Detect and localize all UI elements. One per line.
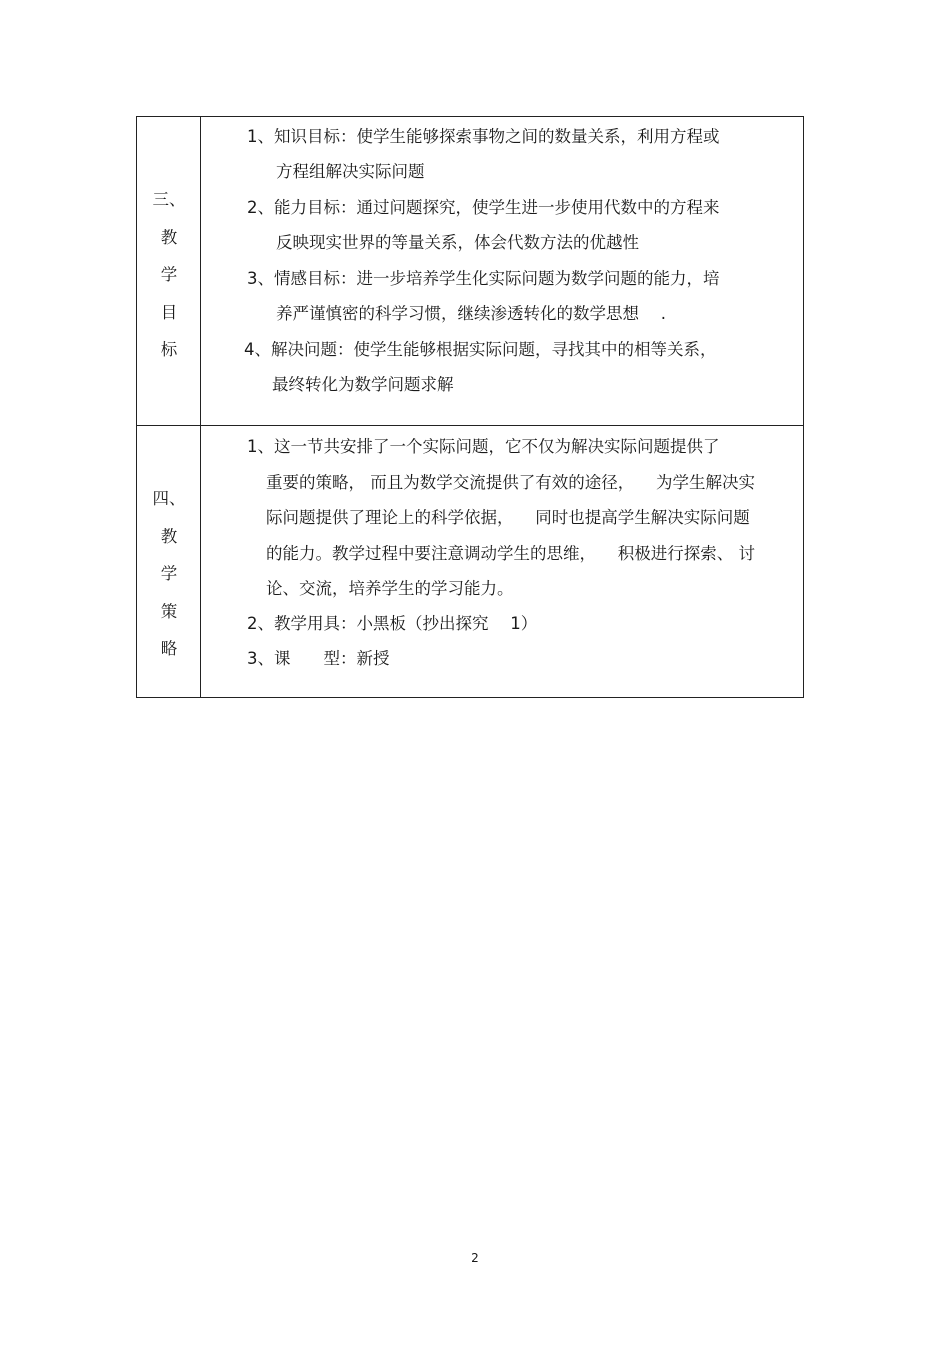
objective-emotion-continuation: 养严谨慎密的科学习惯，继续渗透转化的数学思想 . — [276, 304, 666, 323]
strategy-heading-char: 教 — [160, 526, 178, 546]
lesson-plan-table — [136, 116, 804, 698]
strategy-problem-continuation: 论、交流，培养学生的学习能力。 — [266, 579, 514, 598]
strategy-content — [201, 426, 803, 697]
objective-problem-line: 4、解决问题：使学生能够根据实际问题，寻找其中的相等关系， — [244, 340, 717, 359]
strategy-problem-continuation: 的能力。教学过程中要注意调动学生的思维， 积极进行探索、 讨 — [266, 544, 755, 563]
strategy-lesson-type-line: 3、课 型：新授 — [247, 649, 390, 668]
strategy-tools-line: 2、教学用具：小黑板（抄出探究 1） — [247, 614, 538, 633]
objectives-content — [201, 117, 803, 425]
objective-ability-continuation: 反映现实世界的等量关系，体会代数方法的优越性 — [276, 233, 639, 252]
objectives-heading-char: 三、 — [152, 190, 186, 209]
strategy-heading-char: 略 — [160, 639, 178, 658]
objectives-heading-cell — [137, 117, 201, 425]
strategy-heading-char: 四、 — [152, 489, 186, 508]
objectives-heading-char: 教 — [160, 227, 178, 247]
strategy-heading-cell — [137, 426, 201, 697]
objective-ability-line: 2、能力目标：通过问题探究，使学生进一步使用代数中的方程来 — [247, 198, 720, 217]
objectives-heading — [137, 181, 201, 369]
strategy-heading-char: 学 — [160, 564, 178, 583]
strategy-heading-char: 策 — [160, 601, 178, 621]
objectives-heading-char: 目 — [160, 302, 178, 322]
objective-knowledge-line: 1、知识目标：使学生能够探索事物之间的数量关系，利用方程或 — [247, 127, 720, 146]
objectives-row — [137, 117, 803, 425]
strategy-row — [137, 425, 803, 697]
objectives-heading-char: 标 — [160, 340, 178, 359]
objective-knowledge-continuation: 方程组解决实际问题 — [276, 162, 425, 181]
strategy-problem-continuation: 重要的策略， 而且为数学交流提供了有效的途径， 为学生解决实 — [266, 473, 755, 492]
strategy-heading — [137, 480, 201, 668]
page-number: 2 — [471, 1251, 479, 1265]
strategy-problem-continuation: 际问题提供了理论上的科学依据， 同时也提高学生解决实际问题 — [266, 508, 750, 527]
objective-problem-continuation: 最终转化为数学问题求解 — [272, 375, 454, 394]
objectives-heading-char: 学 — [160, 265, 178, 284]
strategy-problem-line: 1、这一节共安排了一个实际问题，它不仅为解决实际问题提供了 — [247, 437, 720, 456]
objective-emotion-line: 3、情感目标：进一步培养学生化实际问题为数学问题的能力，培 — [247, 269, 720, 288]
